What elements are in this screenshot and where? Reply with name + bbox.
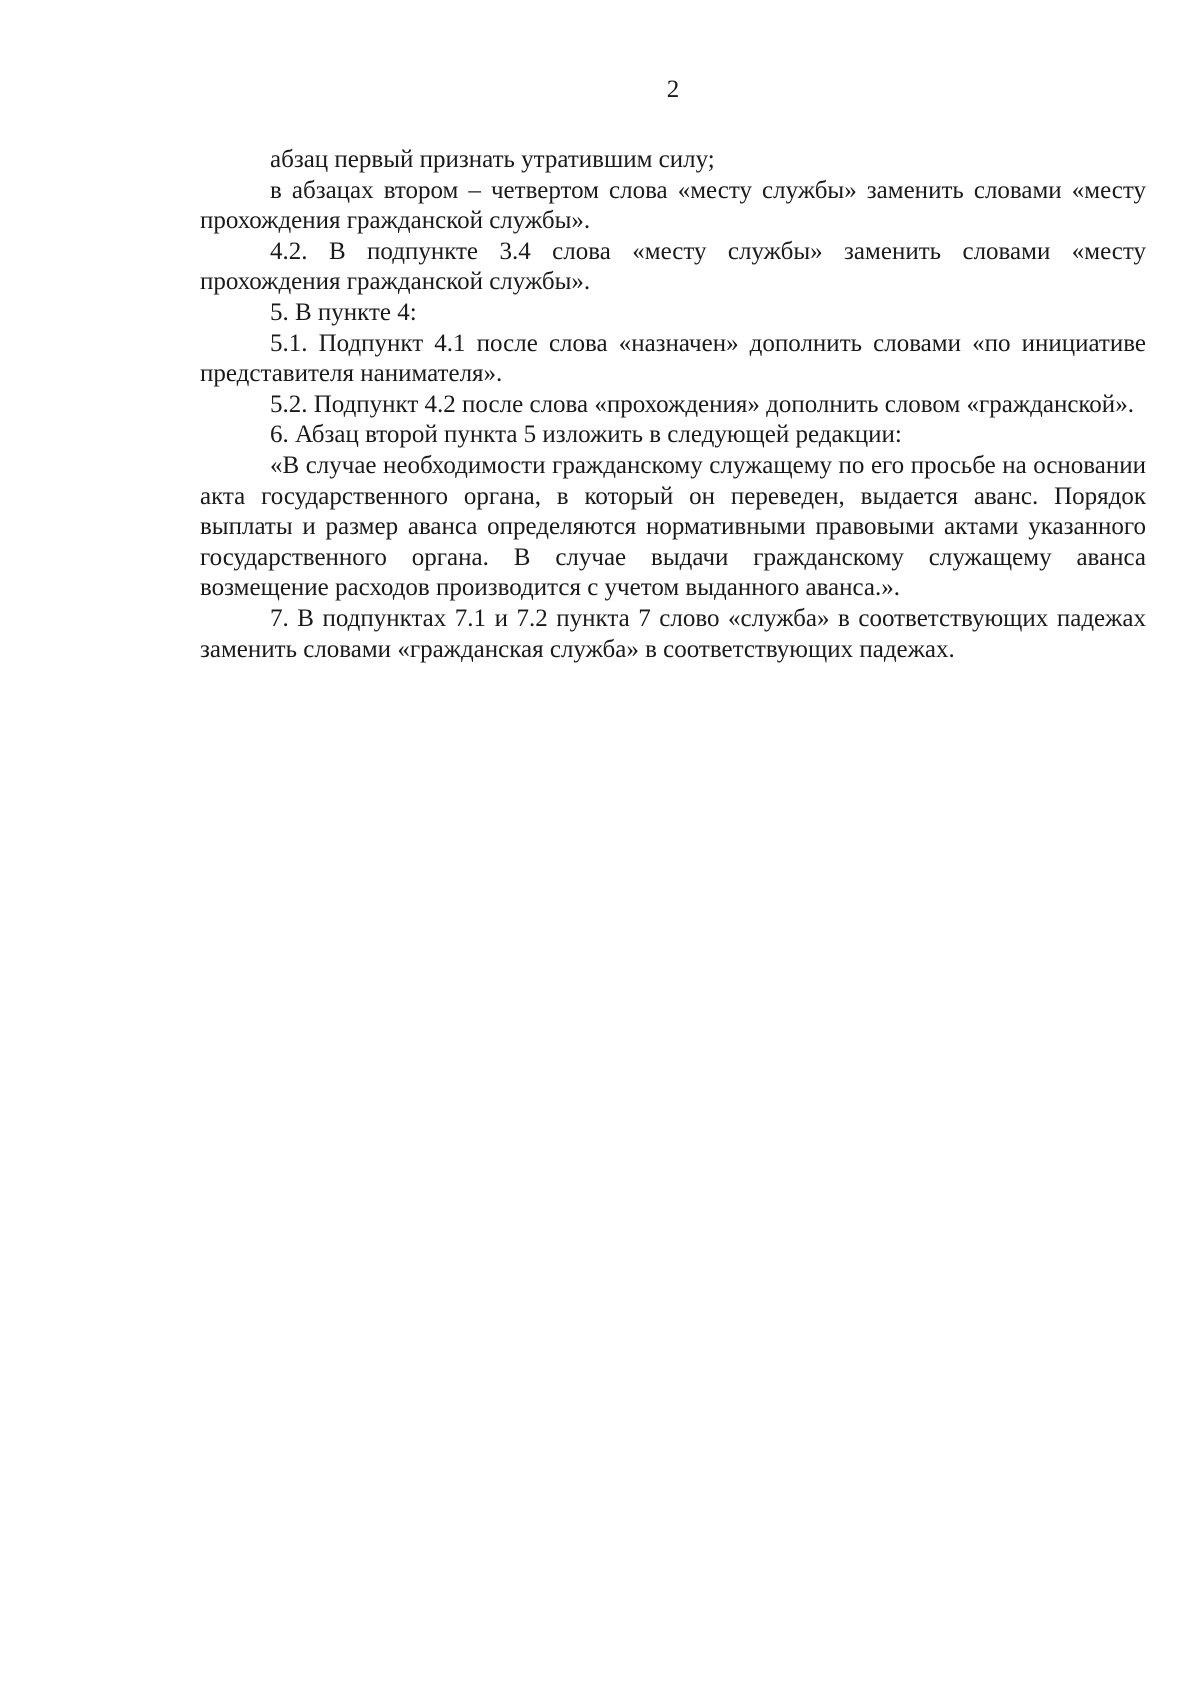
paragraph-6: 5.2. Подпункт 4.2 после слова «прохождения» дополнить словом «гражданской». [270, 390, 1134, 418]
page-number: 2 [666, 76, 680, 103]
paragraph-8: «В случае необходимости гражданскому служащему по его просьбе на основании акта государственного органа, в который он переведен, выдается аванс. Порядок выплаты и размер аванса определяются нормативными правовыми актами указанного государственного органа. В случае выдачи гражданскому служащему аванса возмещение расходов производится с учетом выданного аванса.». [200, 451, 1146, 602]
paragraph-5: 5.1. Подпункт 4.1 после слова «назначен» дополнить словами «по инициативе представителя нанимателя». [200, 329, 1146, 388]
paragraph-9: 7. В подпунктах 7.1 и 7.2 пункта 7 слово «служба» в соответствующих падежах заменить словами «гражданская служба» в соответствующих падежах. [200, 604, 1146, 663]
paragraph-4: 5. В пункте 4: [270, 298, 417, 326]
document-body [200, 145, 1146, 665]
paragraph-7: 6. Абзац второй пункта 5 изложить в следующей редакции: [270, 421, 902, 449]
paragraph-3: 4.2. В подпункте 3.4 слова «месту службы» заменить словами «месту прохождения гражданской службы». [200, 237, 1146, 296]
paragraph-2: в абзацах втором – четвертом слова «месту службы» заменить словами «месту прохождения гражданской службы». [200, 176, 1146, 235]
paragraph-1: абзац первый признать утратившим силу; [270, 146, 715, 173]
